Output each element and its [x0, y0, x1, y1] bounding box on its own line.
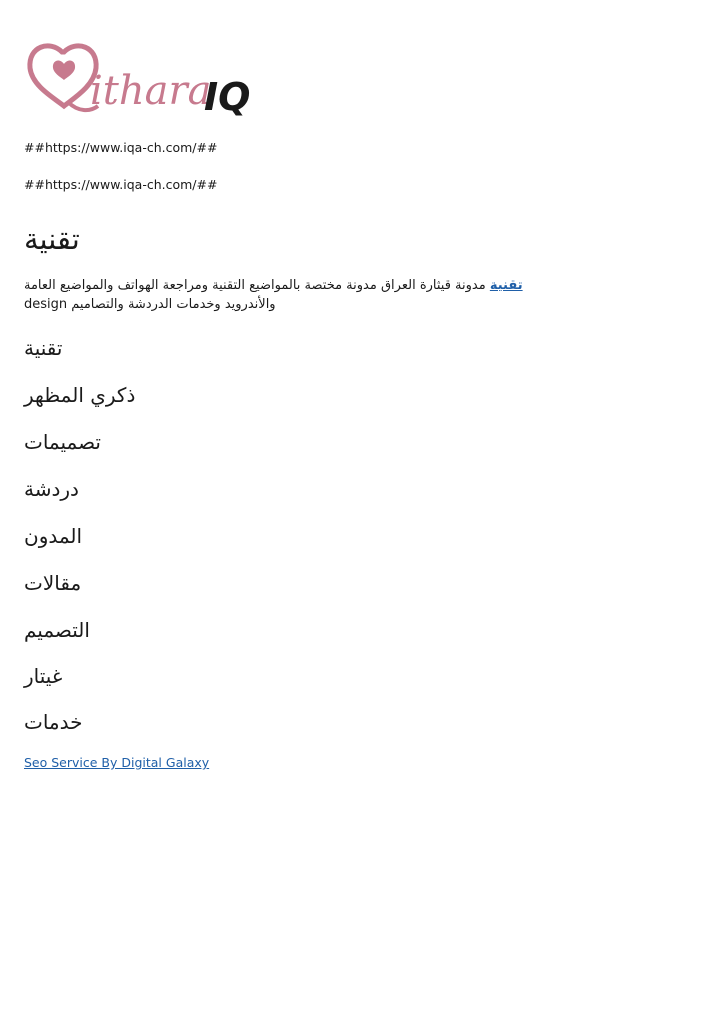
- logo-graphic: [24, 40, 264, 118]
- site-description: [24, 276, 674, 314]
- heart-icon: [53, 61, 75, 80]
- category-heading: التصميم: [24, 618, 90, 642]
- description-line-1: [24, 276, 674, 295]
- category-heading: مقالات: [24, 571, 82, 595]
- logo-iq: IQ: [204, 75, 251, 118]
- category-heading: تقنية: [24, 336, 63, 360]
- category-heading: غيتار: [24, 664, 63, 688]
- url-line-2: ##https://www.iqa-ch.com/##: [24, 177, 218, 192]
- seo-service-link[interactable]: Seo Service By Digital Galaxy: [24, 755, 210, 770]
- url-line-1: ##https://www.iqa-ch.com/##: [24, 140, 218, 155]
- description-text: مدونة قيثارة العراق مدونة مختصة بالمواضيع التقنية ومراجعة الهواتف والمواضيع العامة: [24, 278, 486, 293]
- category-heading: المدون: [24, 524, 83, 548]
- page-title: تقنية: [24, 222, 80, 256]
- description-tech-link[interactable]: تقنية: [489, 278, 523, 293]
- category-heading: دردشة: [24, 477, 79, 501]
- logo-wordmark: ithara: [90, 68, 212, 114]
- category-heading: ذكري المظهر: [24, 383, 136, 407]
- category-heading: تصميمات: [24, 430, 101, 454]
- category-heading: خدمات: [24, 710, 83, 734]
- description-line-2: والأندرويد وخدمات الدردشة والتصاميم design: [24, 297, 276, 312]
- site-logo[interactable]: [24, 40, 264, 118]
